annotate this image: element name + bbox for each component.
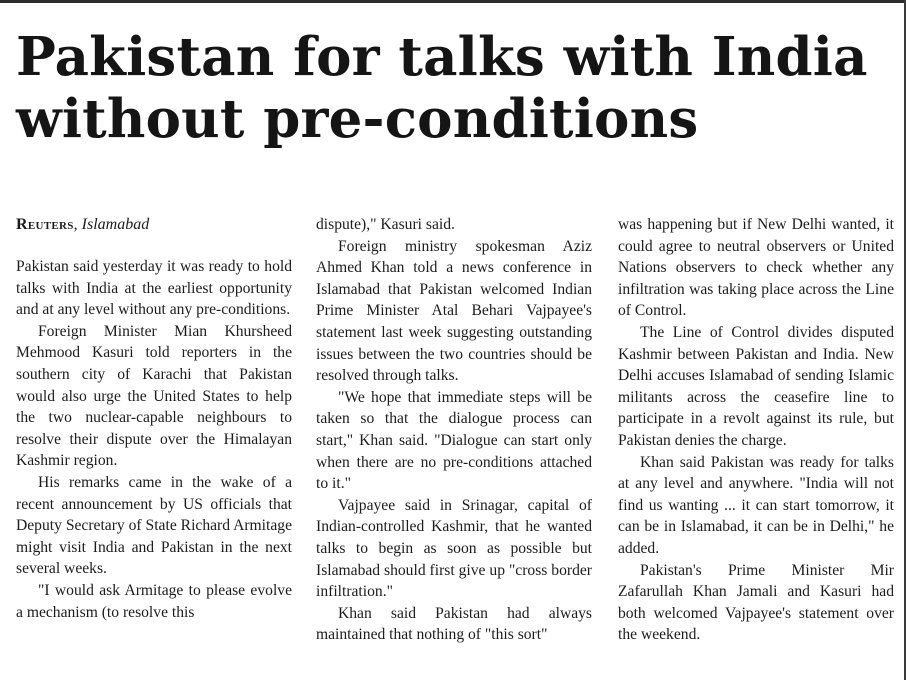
paragraph: The Line of Control divides disputed Kashmir between Pakistan and India. New Delhi accuses Islamabad of sending Islamic militants across the ceasefire line to participate in a revolt against its rule, but Pakistan denies the charge. (618, 323, 894, 449)
paragraph-continued: was happening but if New Delhi wanted, it could agree to neutral observers or United Nations observers to check whether any infiltration was taking place across the Line of Control. (618, 216, 894, 320)
byline (16, 214, 292, 235)
paragraph: Foreign ministry spokesman Aziz Ahmed Khan told a news conference in Islamabad that Pakistan welcomed Indian Prime Minister Atal Behari Vajpayee's statement last week suggesting outstanding issues between the two countries should be resolved through talks. (316, 237, 592, 385)
paragraph: Khan said Pakistan was ready for talks at any level and anywhere. "India will not find us wanting ... it can start tomorrow, it can be in Islamabad, it can be in Delhi," he added. (618, 453, 894, 557)
paragraph-continued: dispute)," Kasuri said. (316, 216, 455, 233)
paragraph: Pakistan said yesterday it was ready to hold talks with India at the earliest opportunity and at any level without any pre-conditions. (16, 258, 292, 319)
top-rule (0, 0, 906, 3)
byline-agency: Reuters (16, 216, 74, 233)
byline-separator: , (73, 216, 82, 233)
article-column-3 (618, 214, 894, 646)
article-column-2 (316, 214, 592, 646)
article-column-1 (16, 214, 292, 623)
paragraph: Pakistan's Prime Minister Mir Zafarullah Khan Jamali and Kasuri had both welcomed Vajpayee's statement over the weekend. (618, 561, 894, 644)
paragraph: "I would ask Armitage to please evolve a mechanism (to resolve this (16, 581, 292, 621)
paragraph: "We hope that immediate steps will be taken so that the dialogue process can start," Khan said. "Dialogue can start only when there are no pre-conditions attached to it." (316, 388, 592, 493)
headline: Pakistan for talks with India without pre-conditions (16, 26, 868, 150)
paragraph: Foreign Minister Mian Khursheed Mehmood Kasuri told reporters in the southern city of Karachi that Pakistan would also urge the United States to help the two nuclear-capable neighbours to resolve their dispute over the Himalayan Kashmir region. (16, 322, 292, 470)
byline-place: Islamabad (81, 216, 150, 233)
paragraph: Khan said Pakistan had always maintained that nothing of "this sort" (316, 604, 592, 644)
paragraph: Vajpayee said in Srinagar, capital of Indian-controlled Kashmir, that he wanted talks to begin as soon as possible but Islamabad should first give up "cross border infiltration." (316, 496, 592, 601)
paragraph: His remarks came in the wake of a recent announcement by US officials that Deputy Secretary of State Richard Armitage might visit India and Pakistan in the next several weeks. (16, 473, 292, 578)
